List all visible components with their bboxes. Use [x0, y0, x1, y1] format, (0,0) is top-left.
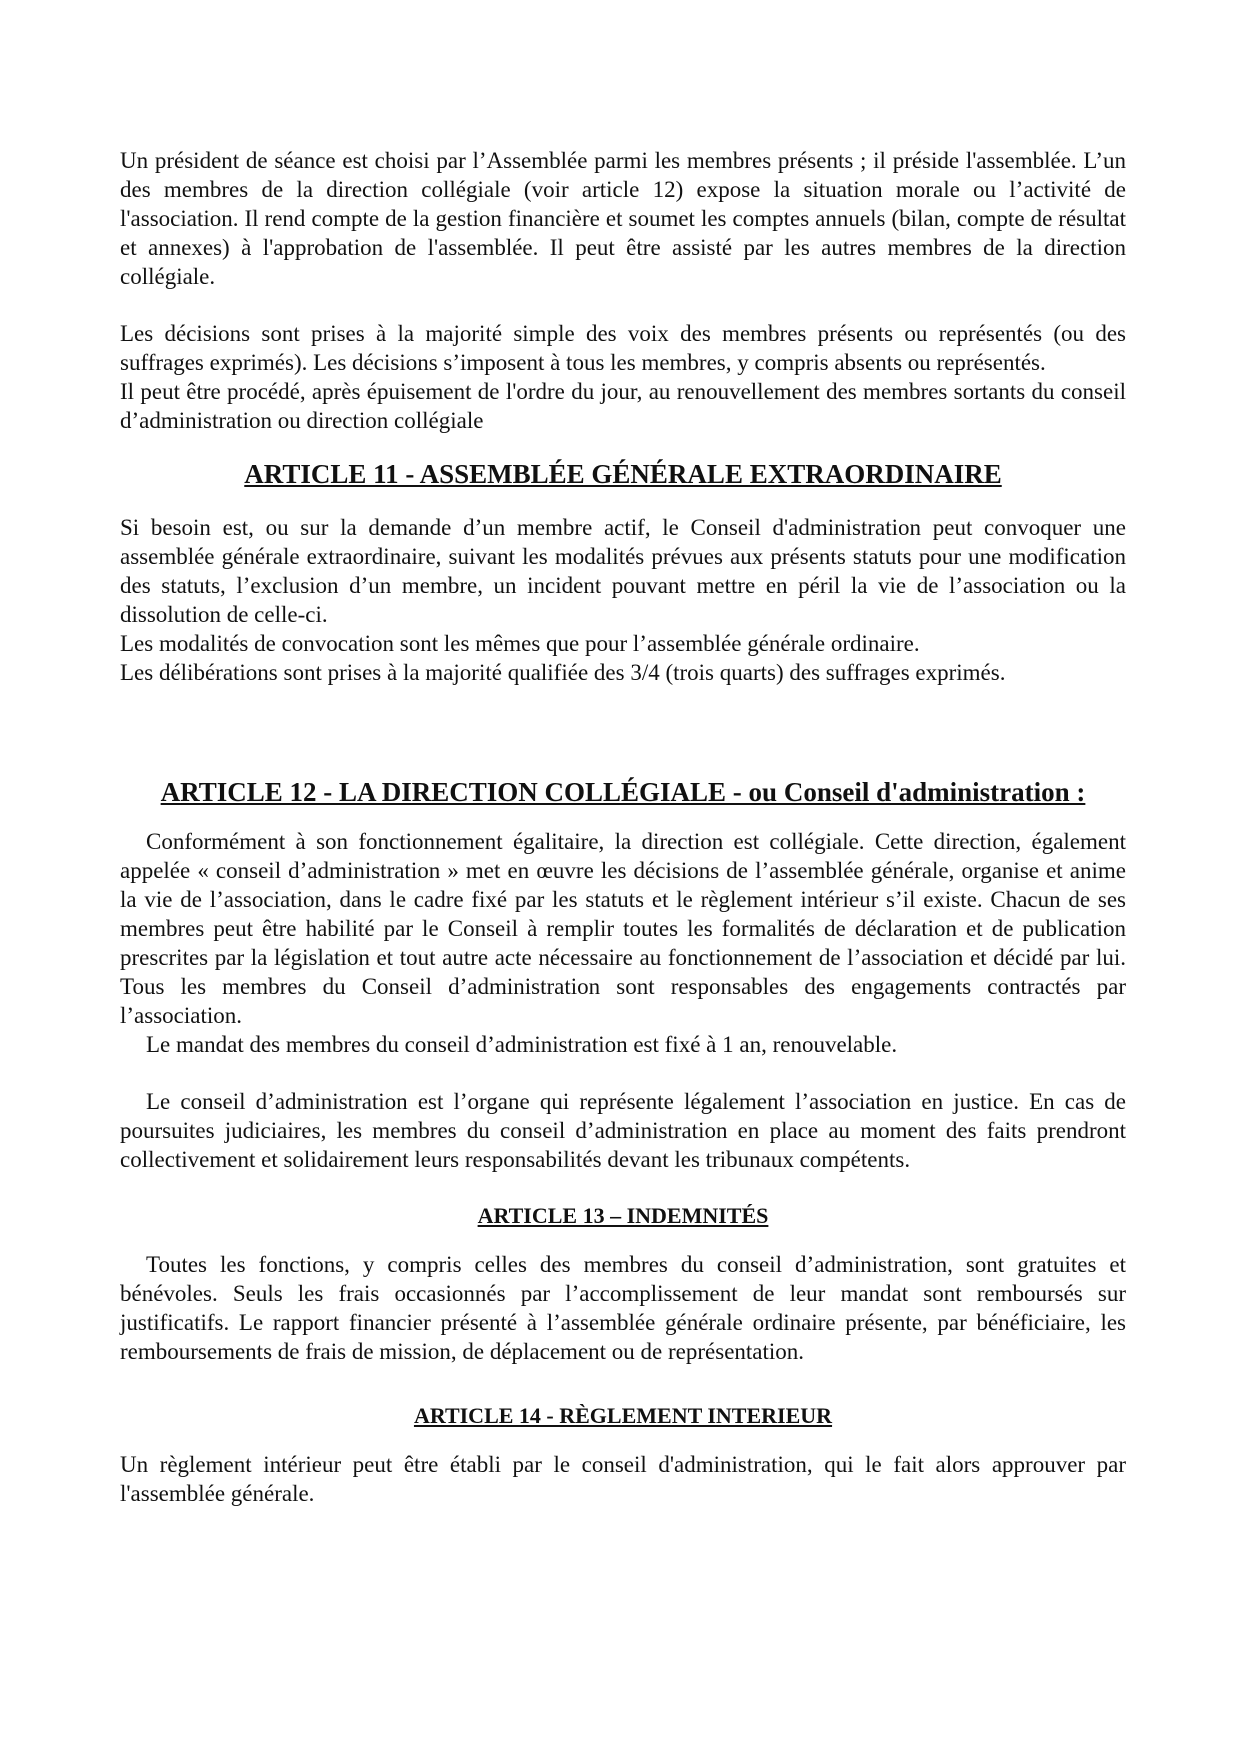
spacer — [120, 1366, 1126, 1402]
spacer — [120, 1059, 1126, 1087]
article-12-paragraph-3: Le conseil d’administration est l’organe qui représente légalement l’association en justice. En cas de poursuites judiciaires, les membres du conseil d’administration en place au moment des faits prendront collectivement et solidairement leurs responsabilités devant les tribunaux compétents. — [120, 1089, 1126, 1172]
intro-paragraph-3: Il peut être procédé, après épuisement de l'ordre du jour, au renouvellement des membres sortants du conseil d’administration ou direction collégiale — [120, 379, 1126, 433]
article-13-heading: ARTICLE 13 – INDEMNITÉS — [477, 1203, 769, 1228]
spacer — [120, 1174, 1126, 1202]
spacer — [120, 291, 1126, 319]
article-11-paragraph-3: Les délibérations sont prises à la majorité qualifiée des 3/4 (trois quarts) des suffrages exprimés. — [120, 660, 1006, 685]
spacer — [120, 1230, 1126, 1250]
article-12-paragraph-2: Le mandat des membres du conseil d’administration est fixé à 1 an, renouvelable. — [146, 1032, 898, 1057]
article-14-paragraph-1: Un règlement intérieur peut être établi par le conseil d'administration, qui le fait alors approuver par l'assemblée générale. — [120, 1452, 1126, 1506]
spacer — [120, 491, 1126, 513]
intro-paragraph-1: Un président de séance est choisi par l’Assemblée parmi les membres présents ; il préside l'assemblée. L’un des membres de la direction collégiale (voir article 12) expose la situation morale ou l’activité de l'association. Il rend compte de la gestion financière et soumet les comptes annuels (bilan, compte de résultat et annexes) à l'approbation de l'assemblée. Il peut être assisté par les autres membres de la direction collégiale. — [120, 148, 1126, 289]
article-11-heading: ARTICLE 11 - ASSEMBLÉE GÉNÉRALE EXTRAORDINAIRE — [244, 459, 1002, 489]
spacer — [120, 1430, 1126, 1450]
article-14-heading: ARTICLE 14 - RÈGLEMENT INTERIEUR — [413, 1403, 833, 1428]
article-12-heading: ARTICLE 12 - LA DIRECTION COLLÉGIALE - ou Conseil d'administration : — [160, 777, 1086, 807]
intro-paragraph-2: Les décisions sont prises à la majorité simple des voix des membres présents ou représentés (ou des suffrages exprimés). Les décisions s’imposent à tous les membres, y compris absents ou représentés. — [120, 321, 1126, 375]
article-12-paragraph-1: Conformément à son fonctionnement égalitaire, la direction est collégiale. Cette direction, également appelée « conseil d’administration » met en œuvre les décisions de l’assemblée générale, organise et anime la vie de l’association, dans le cadre fixé par les statuts et le règlement intérieur s’il existe. Chacun de ses membres peut être habilité par le Conseil à remplir toutes les formalités de déclaration et de publication prescrites par la législation et tout autre acte nécessaire au fonctionnement de l’association et décidé par lui. Tous les membres du Conseil d’administration sont responsables des engagements contractés par l’association. — [120, 829, 1126, 1028]
spacer — [120, 809, 1126, 827]
spacer — [120, 687, 1126, 775]
spacer — [120, 435, 1126, 457]
article-13-paragraph-1: Toutes les fonctions, y compris celles des membres du conseil d’administration, sont gratuites et bénévoles. Seuls les frais occasionnés par l’accomplissement de leur mandat sont remboursés sur justificatifs. Le rapport financier présenté à l’assemblée générale ordinaire présente, par bénéficiaire, les remboursements de frais de mission, de déplacement ou de représentation. — [120, 1252, 1126, 1364]
document-page — [120, 146, 1126, 1508]
article-11-paragraph-2: Les modalités de convocation sont les mêmes que pour l’assemblée générale ordinaire. — [120, 631, 920, 656]
article-11-paragraph-1: Si besoin est, ou sur la demande d’un membre actif, le Conseil d'administration peut convoquer une assemblée générale extraordinaire, suivant les modalités prévues aux présents statuts pour une modification des statuts, l’exclusion d’un membre, un incident pouvant mettre en péril la vie de l’association ou la dissolution de celle-ci. — [120, 515, 1126, 627]
